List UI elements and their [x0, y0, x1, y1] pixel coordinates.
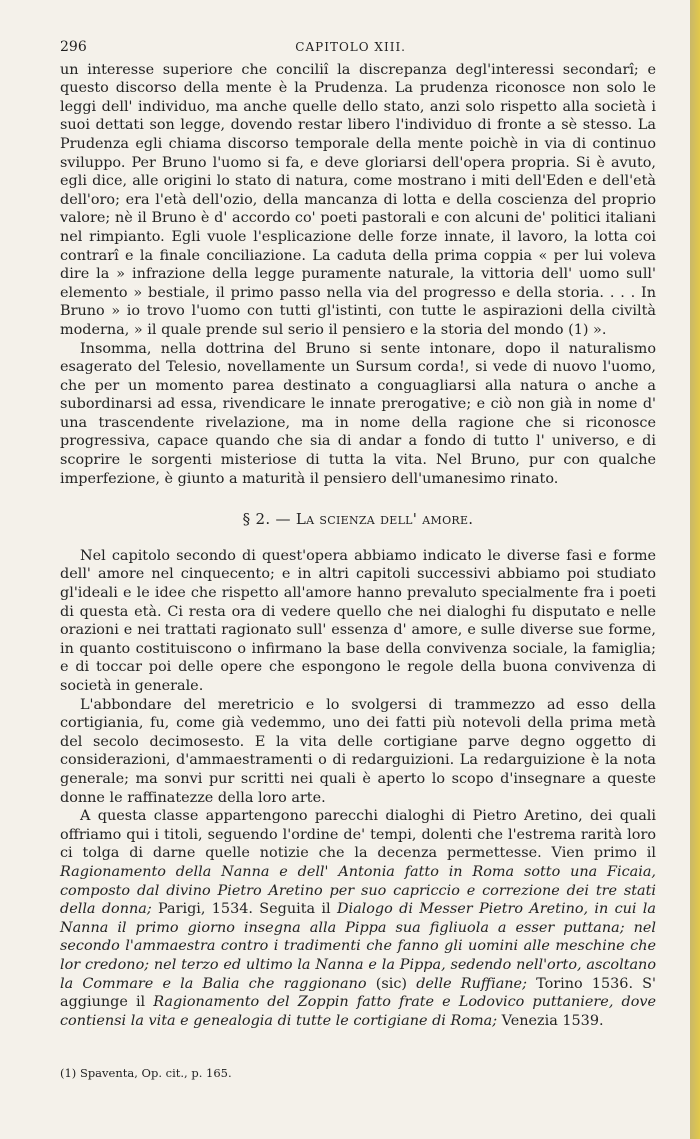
text: Torino 1536. S' aggiunge il — [60, 975, 657, 1011]
book-title: Dialogo di Messer Pietro Aretino, in cui la Nanna il primo giorno insegna alla Pippa sua figliuola a esser puttana; nel secondo l'ammaestra contro i tradimenti che fanno gli uomini alle meschine che lor credono; nel terzo ed ultimo la Nanna e la Pippa, sedendo nell'orto, ascoltano la Commare e la Balia che raggionano — [60, 901, 656, 992]
section-number: § 2. — — [242, 510, 291, 529]
text: A questa classe appartengono parecchi dialoghi di Pietro Aretino, dei quali offriamo qui i titoli, seguendo l'ordine de' tempi, dolenti che l'estrema rarità loro ci tolga di darne quelle notizie che la decenza permettesse. Vien primo il — [60, 808, 656, 862]
page-edge — [690, 0, 700, 1139]
page-number: 296 — [60, 39, 87, 55]
text: Parigi, 1534. Seguita il — [151, 901, 337, 918]
book-title: Ragionamento della Nanna e dell' Antonia fatto in Roma sotto una Ficaia, composto dal divino Pietro Aretino per suo capriccio e correzione dei tre stati della donna; — [60, 863, 656, 918]
section-title: La scienza dell' amore. — [295, 510, 474, 529]
paragraph: Nel capitolo secondo di quest'opera abbiamo indicato le diverse fasi e forme dell' amore nel cinquecento; e in altri capitoli successivi abbiamo poi studiato gl'ideali e le idee che rispetto all'amore hanno prevaluto specialmente fra i poeti di questa età. Ci resta ora di vedere quello che nei dialoghi fu disputato e nelle orazioni e nei trattati ragionato sull' essenza d' amore, e sulle diverse sue forme, in quanto costituiscono o infirmano la base della convivenza sociale, la famiglia; e di toccar poi delle opere che espongono le regole della buona convivenza di società in generale. — [60, 547, 656, 694]
paragraph: L'abbondare del meretricio e lo svolgersi di trammezzo ad esso della cortigiania, fu, come già vedemmo, uno dei fatti più notevoli della prima metà del secolo decimosesto. E la vita delle cortigiane parve degno oggetto di considerazioni, d'ammaestramenti o di redarguizioni. La redarguizione è la nota generale; ma sonvi pur scritti nei quali è aperto lo scopo d'insegnare a queste donne le raffinatezze della loro arte. — [60, 696, 656, 806]
footnote: (1) Spaventa, Op. cit., p. 165. — [60, 1066, 232, 1081]
text: Venezia 1539. — [497, 1012, 604, 1029]
chapter-title: CAPITOLO XIII. — [295, 40, 406, 54]
paragraph-aretino — [60, 807, 656, 1030]
book-title: delle Ruffiane; — [416, 975, 527, 992]
text: (sic) — [366, 975, 417, 992]
paragraph: un interesse superiore che conciliî la discrepanza degl'interessi secondarî; e questo discorso della mente è la Prudenza. La prudenza riconosce non solo le leggi dell' individuo, ma anche quelle dello stato, anzi solo rispetto alla società i suoi dettati son legge, dovendo restar libero l'individuo di fronte a sè stesso. La Prudenza egli chiama discorso temporale della mente poichè in via di continuo sviluppo. Per Bruno l'uomo si fa, e deve gloriarsi dell'opera propria. Si è avuto, egli dice, alle origini lo stato di natura, come mostrano i miti dell'Eden e dell'età dell'oro; era l'età dell'ozio, della mancanza di lotta e della coscienza del proprio valore; nè il Bruno è d' accordo co' poeti pastorali e con alcuni de' politici italiani nel rimpianto. Egli vuole l'esplicazione delle forze innate, il lavoro, la lotta coi contrarî e la finale conciliazione. La caduta della prima coppia « per lui voleva dire la » infrazione della legge puramente naturale, la vittoria dell' uomo sull' elemento » bestiale, il primo passo nella via del progresso e della storia. . . . In Bruno » io trovo l'uomo con tutti gl'istinti, con tutte le aspirazioni della civiltà moderna, » il quale prende sul serio il pensiero e la storia del mondo (1) ». — [60, 61, 656, 338]
book-page — [60, 38, 656, 1083]
running-header — [60, 38, 656, 57]
book-title: Ragionamento del Zoppin fatto frate e Lodovico puttaniere, dove contiensi la vita e genealogia di tutte le cortigiane di Roma; — [60, 994, 657, 1029]
paragraph: Insomma, nella dottrina del Bruno si sente intonare, dopo il naturalismo esagerato del Telesio, novellamente un Sursum corda!, si vede di nuovo l'uomo, che per un momento parea destinato a conguagliarsi alla natura o anche a subordinarsi ad essa, rivendicare le innate prerogative; e ciò non già in nome d' una trascendente rivelazione, ma in nome della ragione che si riconosce progressiva, capace quando che sia di andar a fondo di tutto l' universo, e di scoprire le sorgenti misteriose di tutta la vita. Nel Bruno, pur con qualche imperfezione, è giunto a maturità il pensiero dell'umanesimo rinato. — [60, 340, 656, 487]
section-heading — [60, 510, 656, 529]
